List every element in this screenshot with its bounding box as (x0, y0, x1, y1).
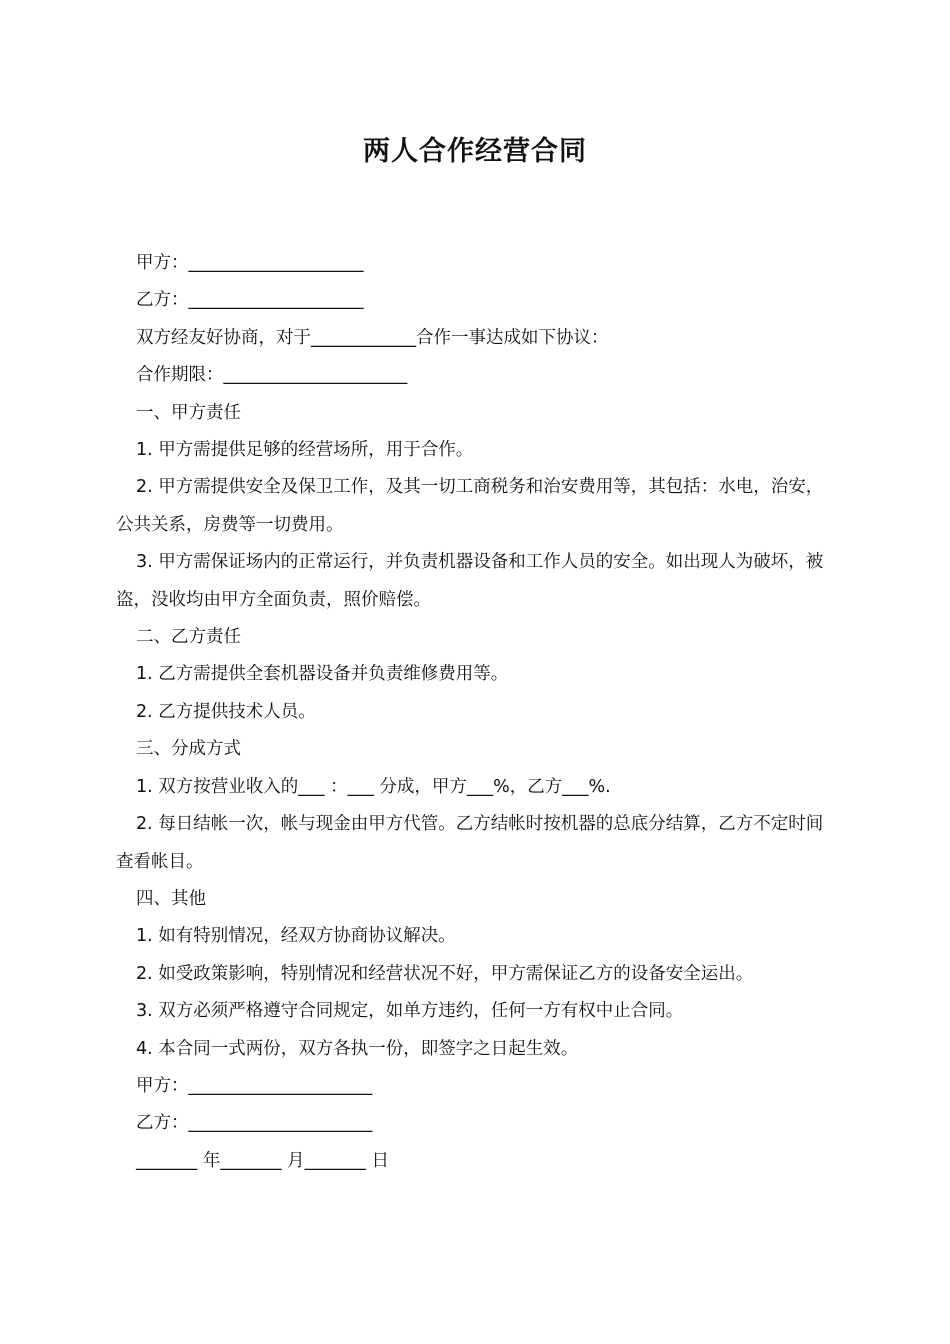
contract-body (116, 245, 836, 1180)
clause: 1. 双方按营业收入的___ ：___ 分成，甲方___%，乙方___%. (136, 776, 611, 797)
party-b-line: 乙方：____________________ (136, 290, 364, 311)
signature-party-b: 乙方：_____________________ (136, 1113, 373, 1134)
section-heading-profit-sharing: 三、分成方式 (136, 739, 241, 760)
clause: 2. 甲方需提供安全及保卫工作，及其一切工商税务和治安费用等，其包括：水电，治安，公共关系，房费等一切费用。 (116, 477, 824, 535)
section-heading-other: 四、其他 (136, 888, 206, 909)
cooperation-term: 合作期限：_____________________ (136, 365, 408, 386)
signature-party-a: 甲方：_____________________ (136, 1075, 373, 1096)
section-heading-party-a: 一、甲方责任 (136, 402, 241, 423)
clause: 2. 如受政策影响，特别情况和经营状况不好，甲方需保证乙方的设备安全运出。 (136, 963, 754, 984)
clause: 2. 每日结帐一次，帐与现金由甲方代管。乙方结帐时按机器的总底分结算，乙方不定时间查看帐目。 (116, 814, 824, 872)
agreement-intro: 双方经友好协商，对于____________合作一事达成如下协议： (136, 327, 609, 348)
party-a-line: 甲方：____________________ (136, 253, 364, 273)
clause: 4. 本合同一式两份，双方各执一份，即签字之日起生效。 (136, 1038, 579, 1059)
clause: 2. 乙方提供技术人员。 (136, 701, 316, 722)
clause: 3. 甲方需保证场内的正常运行，并负责机器设备和工作人员的安全。如出现人为破坏，被盗，没收均由甲方全面负责，照价赔偿。 (116, 552, 824, 610)
document-title: 两人合作经营合同 (363, 136, 587, 167)
clause: 1. 甲方需提供足够的经营场所，用于合作。 (136, 440, 474, 461)
signature-date: _______ 年_______ 月_______ 日 (136, 1150, 389, 1171)
clause: 3. 双方必须严格遵守合同规定，如单方违约，任何一方有权中止合同。 (136, 1001, 684, 1022)
section-heading-party-b: 二、乙方责任 (136, 627, 241, 648)
clause: 1. 如有特别情况，经双方协商协议解决。 (136, 926, 456, 947)
clause: 1. 乙方需提供全套机器设备并负责维修费用等。 (136, 664, 509, 685)
